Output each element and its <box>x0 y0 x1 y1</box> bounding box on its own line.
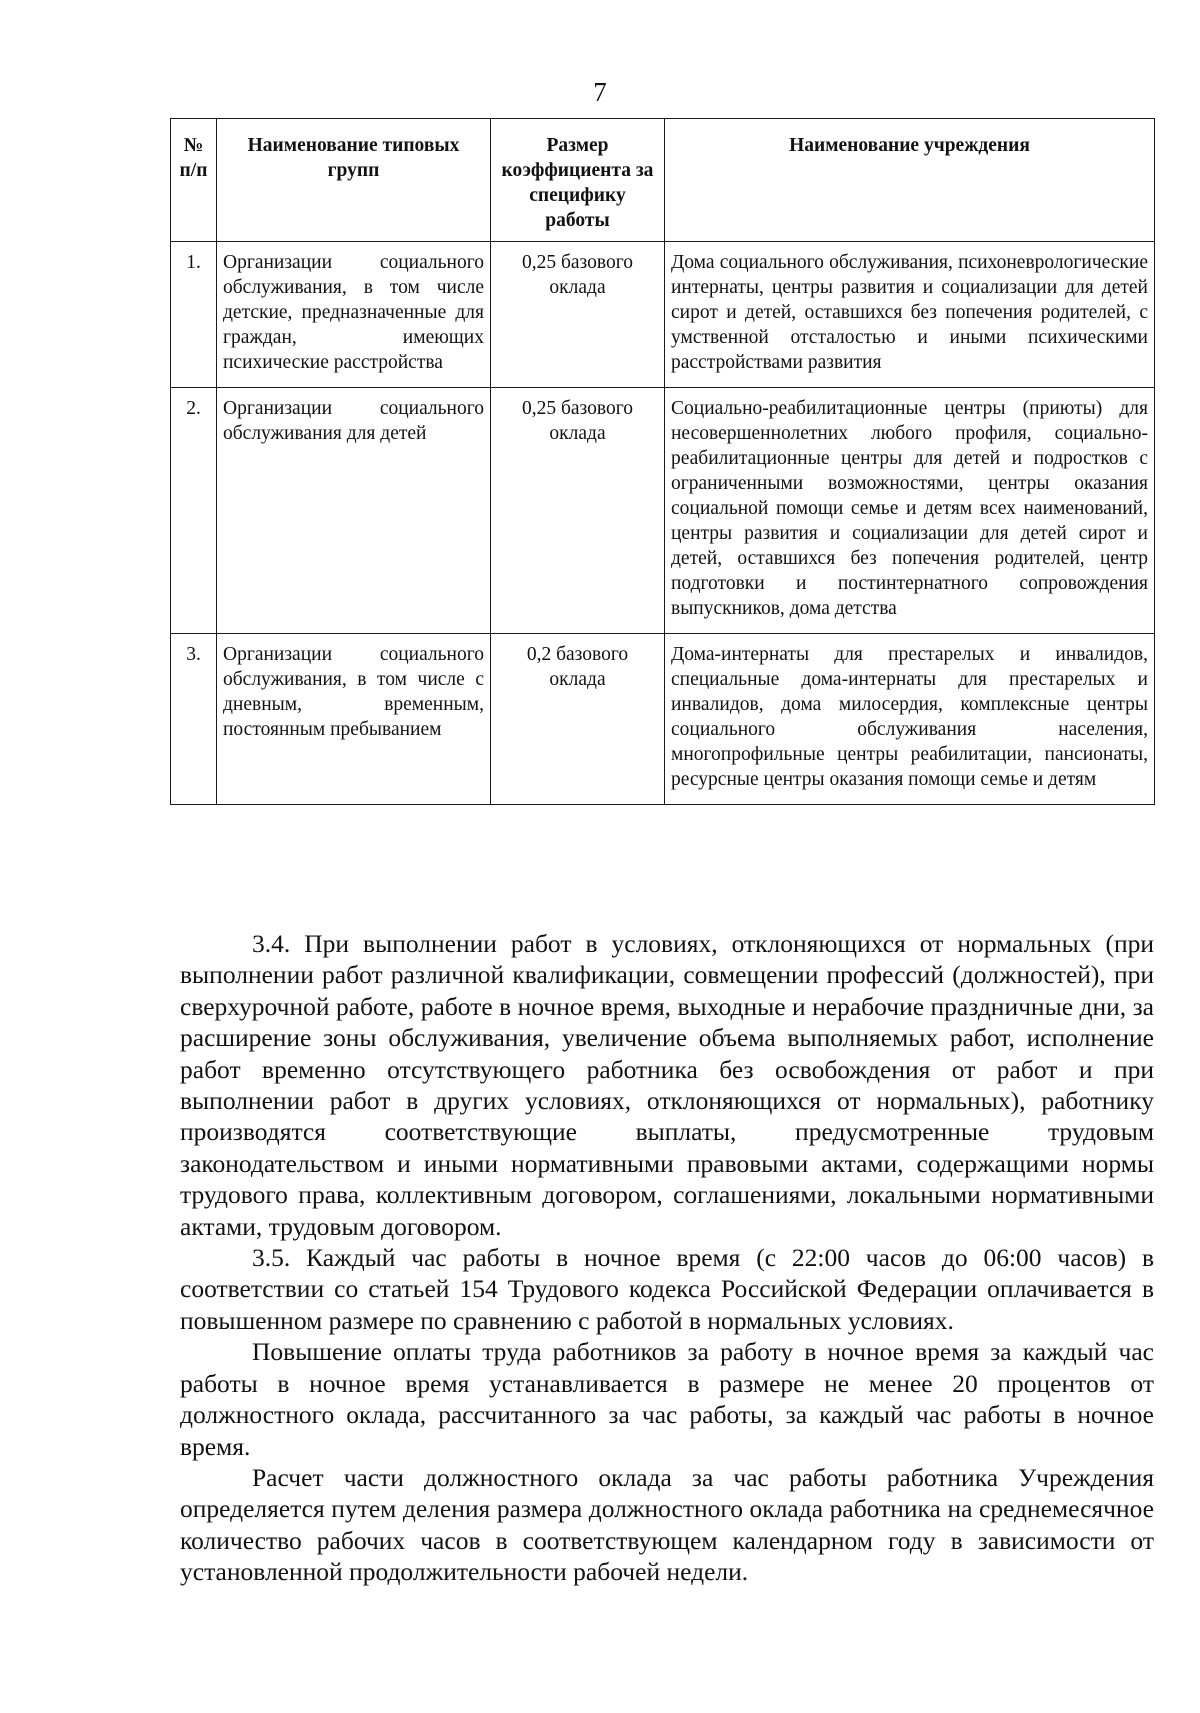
coefficient-table <box>170 118 1155 805</box>
paragraph-3-4: 3.4. При выполнении работ в условиях, отклоняющихся от нормальных (при выполнении работ различной квалификации, совмещении профессий (должностей), при сверхурочной работе, работе в ночное время, выходные и нерабочие праздничные дни, за расширение зоны обслуживания, увеличение объема выполняемых работ, исполнение работ временно отсутствующего работника без освобождения от работ и при выполнении работ в других условиях, отклоняющихся от нормальных), работнику производятся соответствующие выплаты, предусмотренные трудовым законодательством и иными нормативными правовыми актами, содержащими нормы трудового права, коллективным договором, соглашениями, локальными нормативными актами, трудовым договором. <box>180 929 1154 1241</box>
header-num: № п/п <box>171 119 217 242</box>
body-text <box>180 928 1154 1588</box>
table-row <box>171 634 1155 805</box>
row-coef: 0,2 базового оклада <box>491 634 665 805</box>
header-institution: Наименование учреждения <box>665 119 1155 242</box>
row-num: 3. <box>171 634 217 805</box>
paragraph-3-5: 3.5. Каждый час работы в ночное время (с 22:00 часов до 06:00 часов) в соответствии со статьей 154 Трудового кодекса Российской Федерации оплачивается в повышенном размере по сравнению с работой в нормальных условиях. <box>180 1243 1154 1335</box>
row-num: 1. <box>171 242 217 388</box>
table-header-row <box>171 119 1155 242</box>
row-group: Организации социального обслуживания, в том числе с дневным, временным, постоянным пребыванием <box>217 634 491 805</box>
header-group: Наименование типовых групп <box>217 119 491 242</box>
row-coef: 0,25 базового оклада <box>491 388 665 634</box>
row-num: 2. <box>171 388 217 634</box>
row-coef: 0,25 базового оклада <box>491 242 665 388</box>
header-coef: Размер коэффициента за специфику работы <box>491 119 665 242</box>
table-row <box>171 388 1155 634</box>
row-group: Организации социального обслуживания для детей <box>217 388 491 634</box>
paragraph-hourly-calc: Расчет части должностного оклада за час работы работника Учреждения определяется путем деления размера должностного оклада работника на среднемесячное количество рабочих часов в соответствующем календарном году в зависимости от установленной продолжительности рабочей недели. <box>180 1462 1154 1587</box>
row-group: Организации социального обслуживания, в том числе детские, предназначенные для граждан, имеющих психические расстройства <box>217 242 491 388</box>
table-row <box>171 242 1155 388</box>
row-institution: Социально-реабилитационные центры (приюты) для несовершеннолетних любого профиля, социально-реабилитационные центры для детей и подростков с ограниченными возможностями, центры оказания социальной помощи семье и детям всех наименований, центры развития и социализации для детей сирот и детей, оставшихся без попечения родителей, центр подготовки и постинтернатного сопровождения выпускников, дома детства <box>665 388 1155 634</box>
row-institution: Дома-интернаты для престарелых и инвалидов, специальные дома-интернаты для престарелых и инвалидов, дома милосердия, комплексные центры социального обслуживания населения, многопрофильные центры реабилитации, пансионаты, ресурсные центры оказания помощи семье и детям <box>665 634 1155 805</box>
page-number: 7 <box>593 77 607 107</box>
row-institution: Дома социального обслуживания, психоневрологические интернаты, центры развития и социализации для детей сирот и детей, оставшихся без попечения родителей, с умственной отсталостью и иными психическими расстройствами развития <box>665 242 1155 388</box>
paragraph-night-pay: Повышение оплаты труда работников за работу в ночное время за каждый час работы в ночное время устанавливается в размере не менее 20 процентов от должностного оклада, рассчитанного за час работы, за каждый час работы в ночное время. <box>180 1337 1154 1461</box>
